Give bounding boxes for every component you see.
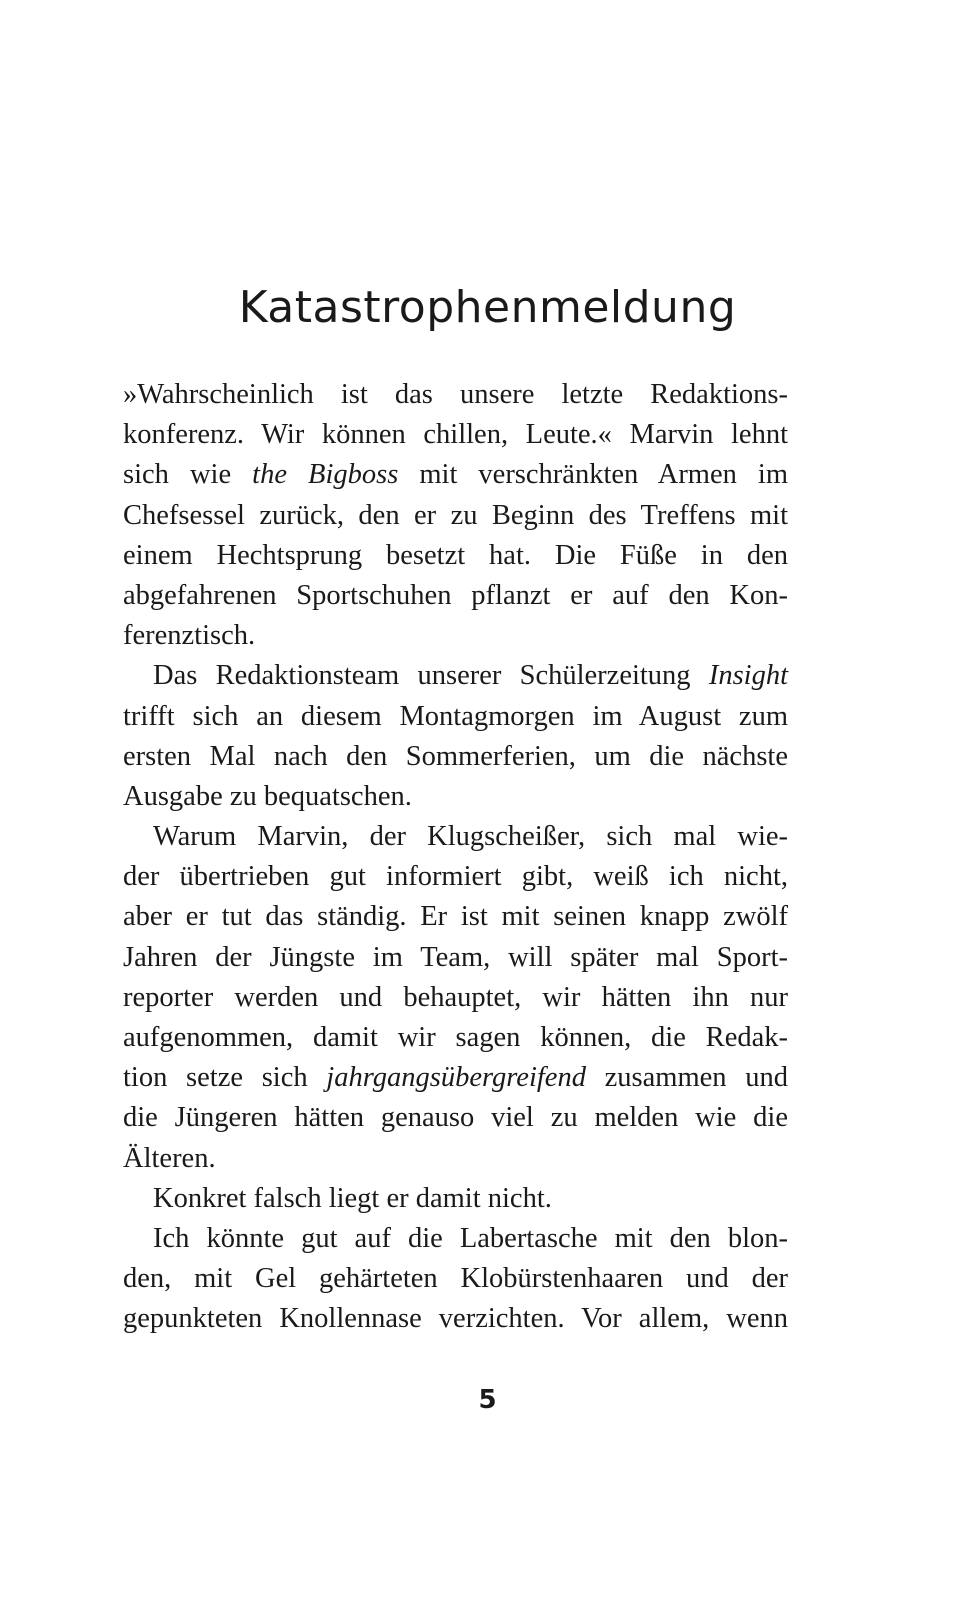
text-span: Das Redaktionsteam unserer Schülerzeitung bbox=[153, 660, 709, 692]
page-number: 5 bbox=[478, 1385, 497, 1415]
text-span: reporter werden und behauptet, wir hätten ihn nur bbox=[123, 981, 788, 1013]
text-span: aufgenommen, damit wir sagen können, die Redak- bbox=[123, 1022, 788, 1053]
text-line bbox=[123, 697, 788, 737]
text-span: Jahren der Jüngste im Team, will später mal Sport- bbox=[123, 941, 788, 973]
text-span: einem Hechtsprung besetzt hat. Die Füße in den bbox=[123, 539, 788, 571]
italic-text: jahrgangsübergreifend bbox=[326, 1062, 586, 1094]
text-span: Älteren. bbox=[123, 1142, 216, 1174]
text-line bbox=[123, 536, 788, 576]
text-span: zusammen und bbox=[585, 1062, 788, 1094]
body-text bbox=[123, 375, 788, 1340]
text-span: tion setze sich bbox=[123, 1062, 327, 1094]
text-line bbox=[123, 777, 788, 817]
text-line bbox=[123, 857, 788, 897]
text-span: mit verschränkten Armen im bbox=[398, 459, 789, 491]
text-span: sich wie bbox=[123, 459, 253, 491]
text-line bbox=[123, 1139, 788, 1179]
text-span: Ausgabe zu bequatschen. bbox=[123, 780, 412, 812]
text-span: ersten Mal nach den Sommerferien, um die nächste bbox=[123, 740, 788, 772]
chapter-title: Katastrophenmeldung bbox=[238, 282, 737, 333]
text-span: der übertrieben gut informiert gibt, weiß ich nicht, bbox=[123, 861, 788, 893]
text-span: konferenz. Wir können chillen, Leute.« Marvin lehnt bbox=[123, 419, 788, 451]
italic-text: Insight bbox=[708, 660, 788, 692]
text-line bbox=[123, 656, 788, 696]
text-line bbox=[123, 897, 788, 937]
text-span: Chefsessel zurück, den er zu Beginn des Treffens mit bbox=[123, 499, 788, 531]
text-span: trifft sich an diesem Montagmorgen im August zum bbox=[123, 700, 788, 732]
text-line bbox=[123, 817, 788, 857]
text-span: die Jüngeren hätten genauso viel zu melden wie die bbox=[123, 1102, 788, 1134]
text-line bbox=[123, 1259, 788, 1299]
text-line bbox=[123, 616, 788, 656]
text-line bbox=[123, 576, 788, 616]
text-span: Konkret falsch liegt er damit nicht. bbox=[153, 1182, 552, 1214]
text-span: Warum Marvin, der Klugscheißer, sich mal wie- bbox=[153, 821, 788, 853]
text-span: »Wahrscheinlich ist das unsere letzte Redaktions- bbox=[123, 379, 788, 410]
text-line bbox=[123, 1058, 788, 1098]
text-span: abgefahrenen Sportschuhen pflanzt er auf den Kon- bbox=[123, 579, 788, 611]
text-span: gepunkteten Knollennase verzichten. Vor allem, wenn bbox=[123, 1303, 788, 1335]
text-line bbox=[123, 938, 788, 978]
text-line bbox=[123, 737, 788, 777]
text-span: Ich könnte gut auf die Labertasche mit den blon- bbox=[153, 1222, 788, 1254]
italic-text: the Bigboss bbox=[252, 459, 399, 491]
text-line bbox=[123, 496, 788, 536]
text-line bbox=[123, 978, 788, 1018]
text-line bbox=[123, 1299, 788, 1339]
text-line bbox=[123, 1179, 788, 1219]
text-line bbox=[123, 415, 788, 455]
text-line bbox=[123, 455, 788, 495]
text-span: aber er tut das ständig. Er ist mit seinen knapp zwölf bbox=[123, 901, 788, 933]
text-span: den, mit Gel gehärteten Klobürstenhaaren und der bbox=[123, 1263, 788, 1295]
text-line bbox=[123, 1219, 788, 1259]
text-line bbox=[123, 1018, 788, 1058]
text-line bbox=[123, 375, 788, 415]
text-line bbox=[123, 1098, 788, 1138]
text-span: ferenztisch. bbox=[123, 620, 256, 652]
